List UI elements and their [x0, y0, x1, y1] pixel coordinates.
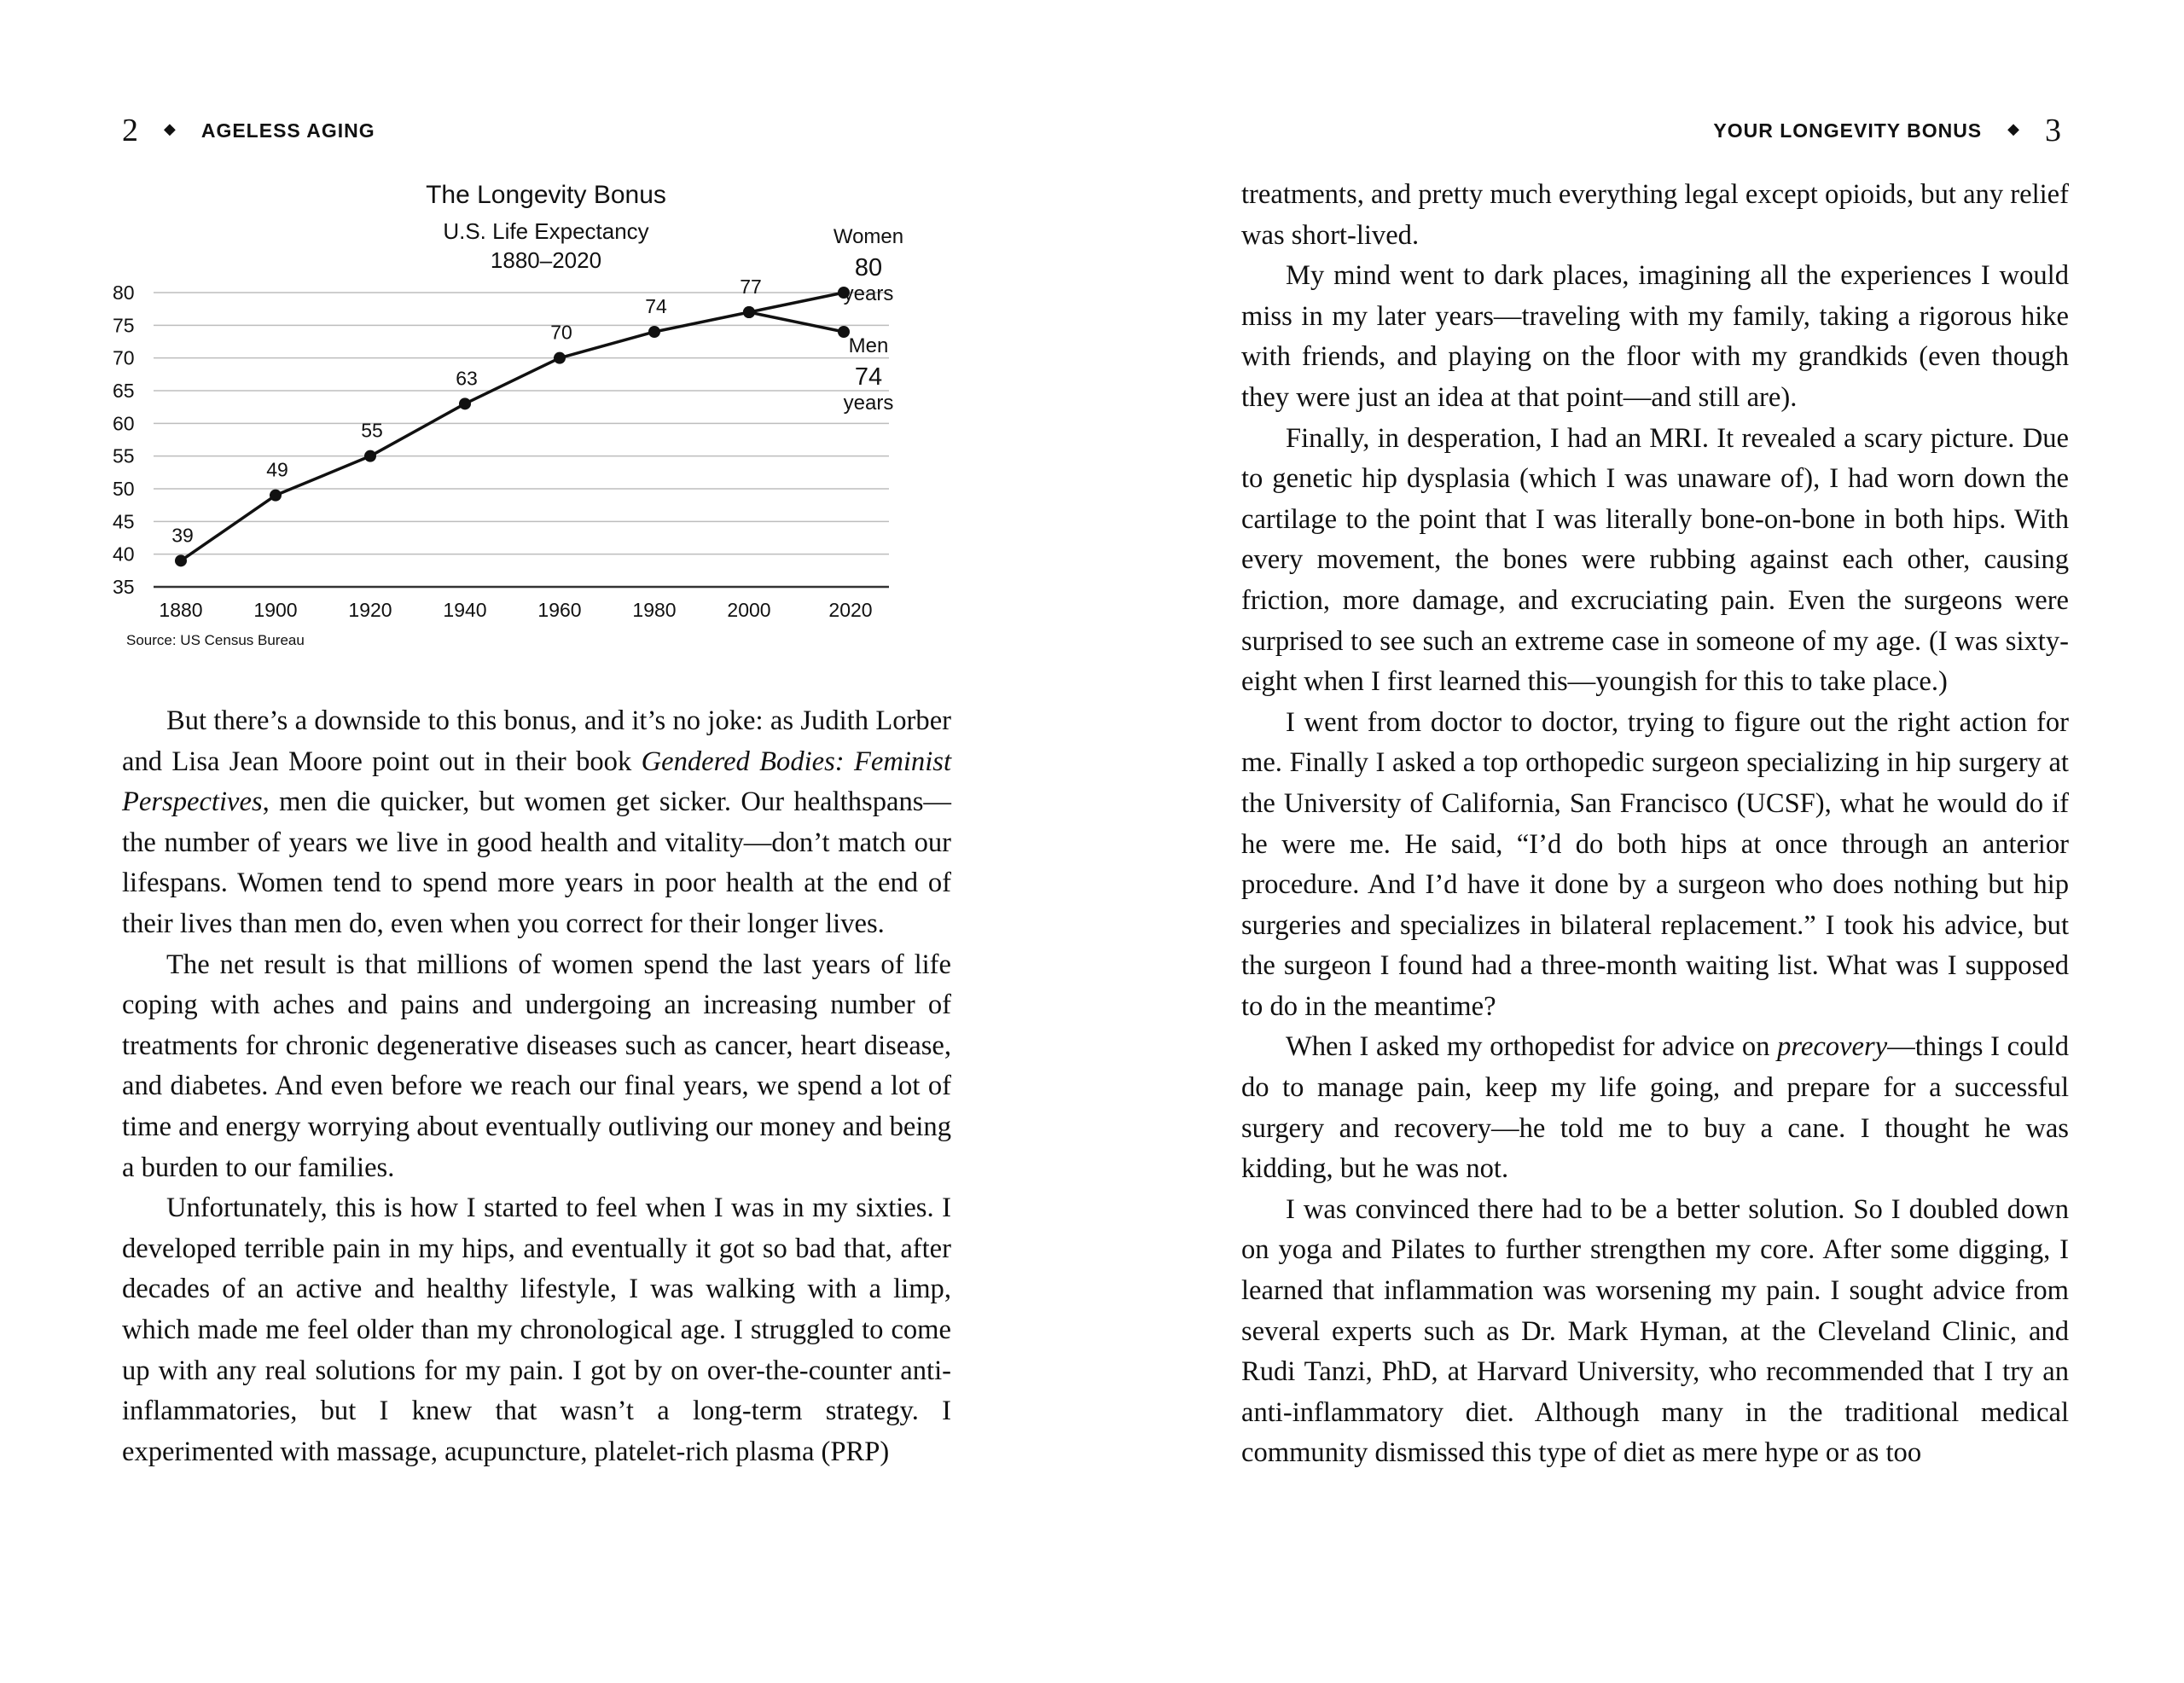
y-tick-label: 75 — [113, 314, 135, 337]
chart-source: Source: US Census Bureau — [126, 632, 305, 648]
y-tick-label: 70 — [113, 346, 135, 369]
text-run: —things I could do to manage pain, keep my life going, and prepare for a successful surgery and recovery—he told me to buy a cane. I thought he was kidding, but he was not. — [1241, 1031, 2069, 1185]
text-run: I went from doctor to doctor, trying to figure out the right action for me. Finally I asked a top orthopedic surgeon specializing in hip surgery at the University of California, San Francisco (UCSF), what he would do if he were me. He said, “I’d do both hips at once through an anterior procedure. And I’d have it done by a surgeon who does nothing but hip surgeries and specializes in bilateral replacement.” I took his advice, but the surgeon I found had a three-month waiting list. What was I supposed to do in the meantime? — [1241, 706, 2069, 1022]
page-number: 3 — [2045, 113, 2061, 148]
diamond-icon: ◆ — [2007, 119, 2019, 138]
chapter-title: YOUR LONGEVITY BONUS — [1713, 119, 1983, 142]
book-title: AGELESS AGING — [200, 119, 375, 142]
series-line-overall — [181, 312, 749, 560]
y-tick-label: 50 — [113, 478, 135, 500]
legend-men — [817, 334, 920, 415]
right-page — [1092, 0, 2184, 1683]
data-label: 49 — [266, 458, 288, 481]
paragraph — [1241, 256, 2069, 418]
x-tick-label: 2020 — [828, 599, 873, 621]
body-text-left — [122, 701, 951, 1472]
data-point — [364, 450, 376, 462]
page-number: 2 — [122, 113, 138, 148]
running-head-right — [1713, 109, 2061, 152]
data-label: 55 — [361, 419, 383, 442]
paragraph — [1241, 1027, 2069, 1189]
life-expectancy-chart — [111, 171, 964, 665]
text-run: My mind went to dark places, imagining all the experiences I would miss in my later years—traveling with my family, taking a rigorous hike with friends, and playing on the floor with my grandkids (even though they were just an idea at that point—and still are). — [1241, 260, 2069, 413]
legend-men-unit: years — [843, 392, 894, 415]
paragraph — [1241, 175, 2069, 256]
diamond-icon: ◆ — [164, 119, 176, 138]
data-label: 39 — [171, 524, 194, 547]
data-point — [270, 490, 282, 502]
x-tick-label: 1880 — [159, 599, 203, 621]
y-tick-label: 65 — [113, 380, 135, 402]
text-run: Unfortunately, this is how I started to feel when I was in my sixties. I developed terrible pain in my hips, and eventually it got so bad that, after decades of an active and healthy lifestyle, I was walking with a limp, which made me feel older than my chronological age. I struggled to come up with any real solutions for my pain. I got by on over-the-counter anti-inflammatories, but I knew that wasn’t a long-term strategy. I experimented with massage, acupuncture, platelet-rich plasma (PRP) — [122, 1193, 951, 1467]
x-tick-label: 2000 — [727, 599, 771, 621]
data-point — [554, 352, 566, 364]
y-tick-label: 40 — [113, 543, 135, 566]
legend-women-value: 80 — [854, 254, 883, 281]
paragraph — [122, 701, 951, 945]
x-tick-label: 1900 — [253, 599, 298, 621]
text-run: The net result is that millions of women spend the last years of life coping with aches and pains and undergoing an increasing number of treatments for chronic degenerative diseases such as cancer, heart disease, and diabetes. And even before we reach our final years, we spend a lot of time and energy worrying about eventually outliving our money and being a burden to our families. — [122, 949, 951, 1183]
x-tick-label: 1980 — [632, 599, 677, 621]
x-tick-label: 1920 — [348, 599, 392, 621]
running-head-left — [122, 109, 375, 152]
body-text-right — [1241, 175, 2069, 1474]
data-label: 70 — [550, 321, 572, 344]
paragraph — [1241, 419, 2069, 703]
italic-text: Gendered Bodies: Feminist Perspectives — [122, 746, 951, 818]
paragraph — [122, 945, 951, 1189]
x-tick-label: 1940 — [443, 599, 487, 621]
legend-men-value: 74 — [854, 363, 883, 391]
chart-period: 1880–2020 — [490, 247, 602, 273]
italic-text: precovery — [1777, 1031, 1888, 1063]
paragraph — [1241, 1190, 2069, 1474]
text-run: When I asked my orthopedist for advice on — [1286, 1031, 1778, 1063]
data-label: 77 — [740, 276, 762, 298]
chart-title: The Longevity Bonus — [426, 181, 666, 209]
legend-women-label: Women — [833, 225, 904, 248]
legend-men-label: Men — [848, 334, 889, 357]
data-point — [459, 398, 471, 409]
text-run: But there’s a downside to this bonus, and it’s no joke: as Judith Lorber and Lisa Jean Moore point out in their book — [122, 705, 951, 777]
chart-subtitle: U.S. Life Expectancy — [443, 218, 649, 244]
y-tick-label: 55 — [113, 444, 135, 467]
paragraph — [1241, 703, 2069, 1028]
paragraph — [122, 1188, 951, 1472]
data-point — [648, 326, 660, 338]
text-run: , men die quicker, but women get sicker. Our healthspans—the number of years we live in good health and vitality—don’t match our lifespans. Women tend to spend more years in poor health at the end of their lives than men do, even when you correct for their longer lives. — [122, 786, 951, 939]
text-run: I was convinced there had to be a better solution. So I doubled down on yoga and Pilates to further strengthen my core. After some digging, I learned that inflammation was worsening my pain. I sought advice from several experts such as Dr. Mark Hyman, at the Cleveland Clinic, and Rudi Tanzi, PhD, at Harvard University, who recommended that I try an anti-inflammatory diet. Although many in the traditional medical community dismissed this type of diet as mere hype or as too — [1241, 1193, 2069, 1469]
text-run: Finally, in desperation, I had an MRI. It revealed a scary picture. Due to genetic hip dysplasia (which I was unaware of), I had worn down the cartilage to the point that I was literally bone-on-bone in both hips. With every movement, the bones were rubbing against each other, causing friction, more damage, and excruciating pain. Even the surgeons were surprised to see such an extreme case in someone of my age. (I was sixty-eight when I first learned this—youngish for this to take place.) — [1241, 422, 2069, 698]
legend-women — [817, 225, 920, 306]
data-label: 63 — [456, 367, 478, 390]
text-run: treatments, and pretty much everything legal except opioids, but any relief was short-lived. — [1241, 179, 2069, 251]
legend-women-unit: years — [843, 282, 894, 305]
y-tick-label: 60 — [113, 412, 135, 435]
x-tick-label: 1960 — [537, 599, 582, 621]
data-point — [175, 554, 187, 566]
y-tick-label: 45 — [113, 510, 135, 533]
data-point — [743, 306, 755, 318]
data-label: 74 — [645, 295, 667, 317]
series-line-men — [749, 312, 844, 332]
y-tick-label: 80 — [113, 281, 135, 304]
y-tick-label: 35 — [113, 576, 135, 598]
